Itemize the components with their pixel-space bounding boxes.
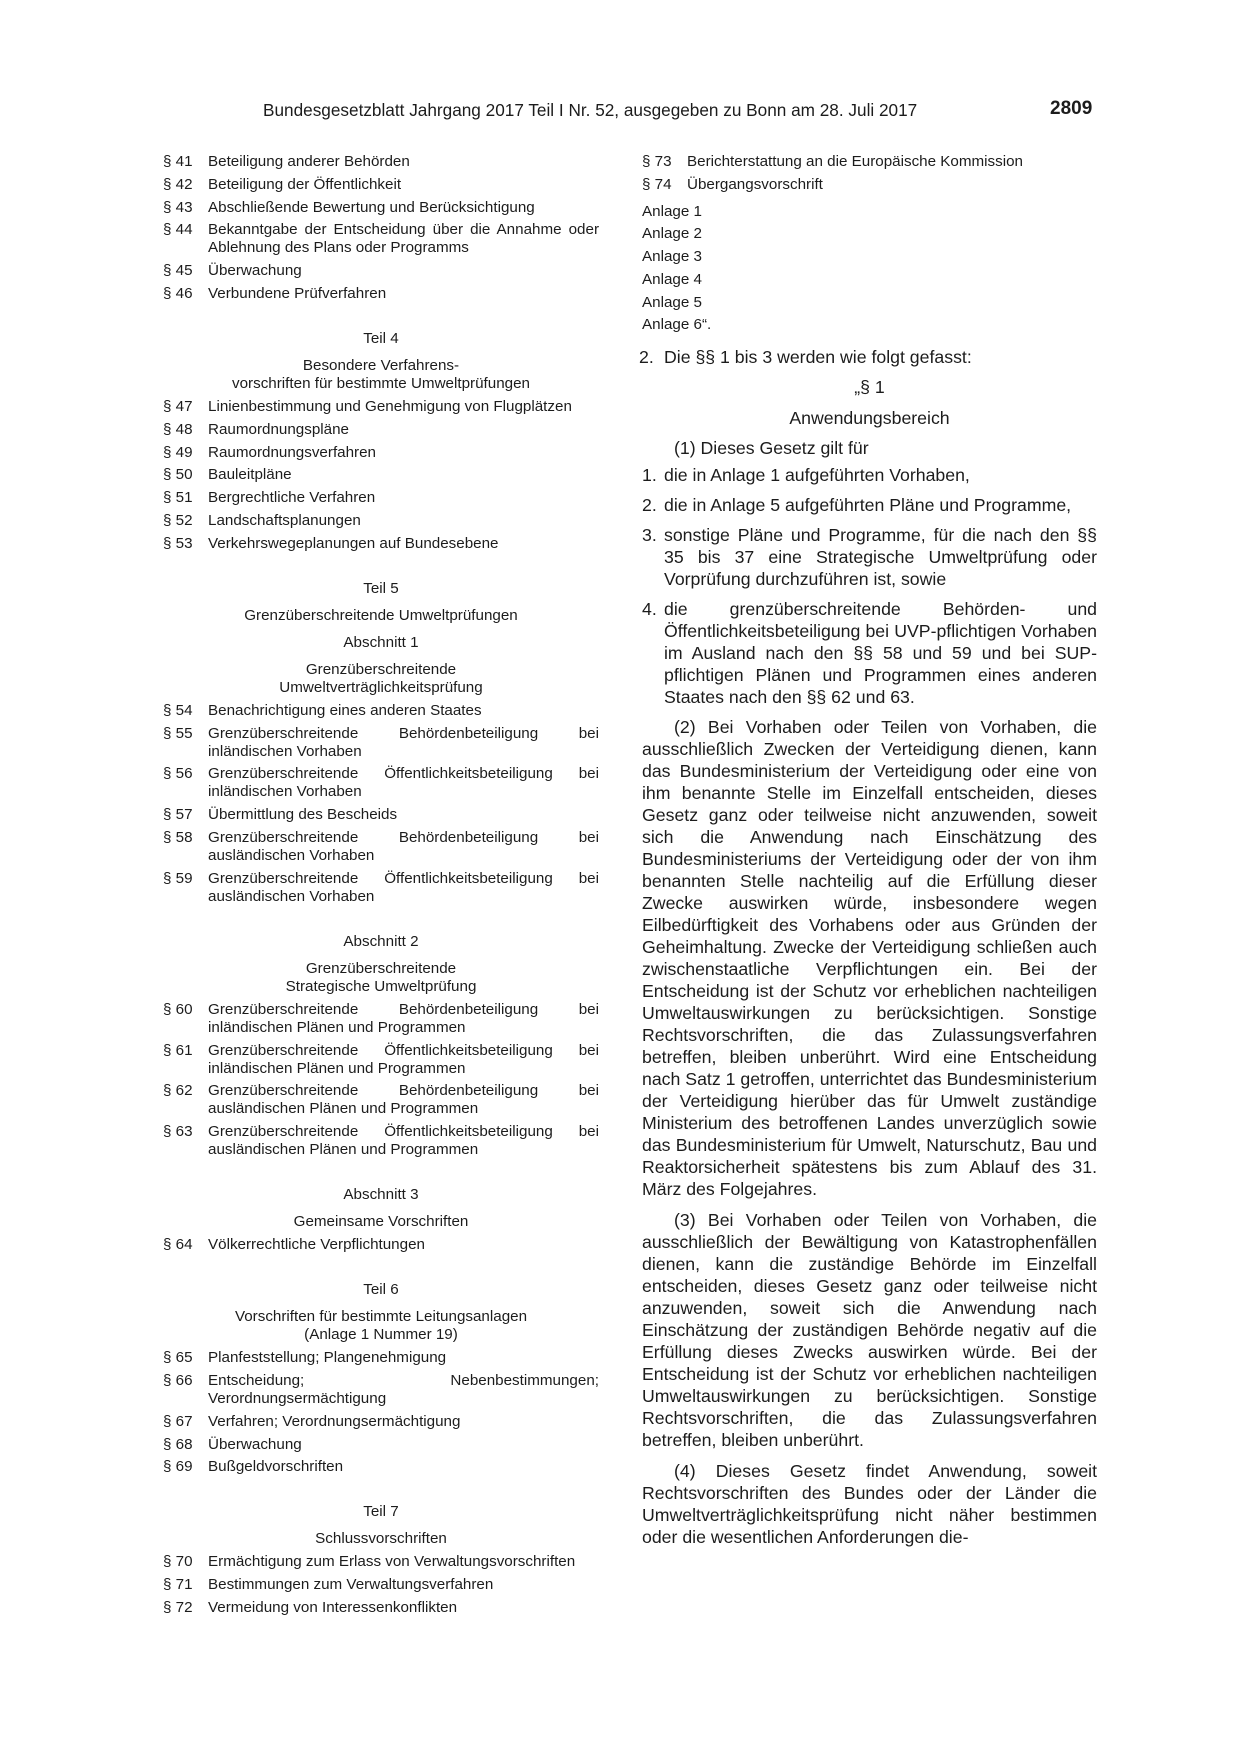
toc-entry <box>163 870 599 906</box>
heading-teil-6-title-line-1: Vorschriften für bestimmte Leitungsanlagen <box>234 1308 528 1326</box>
toc-entry <box>163 1436 599 1454</box>
toc-entry <box>163 829 599 865</box>
toc-entry <box>163 285 599 303</box>
toc-entry-title: Übermittlung des Bescheids <box>208 806 398 824</box>
toc-entry-number: § 56 <box>163 765 193 783</box>
toc-entry-number: § 41 <box>163 153 193 170</box>
section-mark: „§ 1 <box>854 377 885 398</box>
section-title: Anwendungsbereich <box>789 408 950 429</box>
amendment-item-number: 2. <box>639 347 654 368</box>
toc-entry-number: § 51 <box>163 489 193 507</box>
toc-entry-number: § 63 <box>163 1123 193 1141</box>
toc-entry-number: § 72 <box>163 1598 193 1616</box>
heading-abschnitt-2-title-line-1: Grenzüberschreitende <box>305 959 457 977</box>
anlage-entry: Anlage 1 <box>642 202 702 220</box>
toc-entry <box>163 1372 599 1408</box>
heading-teil-4: Teil 4 <box>363 329 399 347</box>
toc-entry <box>163 1349 599 1367</box>
toc-entry-title: Planfeststellung; Plangenehmigung <box>208 1349 447 1367</box>
paragraph-4: (4) Dieses Gesetz findet Anwendung, soweit Rechtsvorschriften des Bundes oder der Länder die Umweltverträglichkeitsprüfung nicht näher bestimmen oder die wesentlichen Anforderungen die- <box>642 1461 1097 1548</box>
toc-entry <box>163 1599 599 1617</box>
heading-teil-4-title-line-2: vorschriften für bestimmte Umweltprüfungen <box>232 374 530 392</box>
toc-entry-title: Bußgeldvorschriften <box>208 1458 344 1476</box>
toc-entry <box>163 221 599 257</box>
toc-entry-title: Grenzüberschreitende Behördenbeteiligung bei inländischen Vorhaben <box>208 724 599 760</box>
toc-entry-number: § 57 <box>163 806 193 824</box>
toc-entry-title: Raumordnungsverfahren <box>208 443 377 461</box>
toc-entry-number: § 61 <box>163 1041 193 1059</box>
heading-abschnitt-1-title-line-1: Grenzüberschreitende <box>305 660 457 678</box>
scope-list-item <box>642 494 1097 516</box>
amendment-item-text: Die §§ 1 bis 3 werden wie folgt gefasst: <box>664 347 972 368</box>
toc-entry-title: Raumordnungspläne <box>208 420 350 438</box>
toc-entry-title: Überwachung <box>208 1435 302 1453</box>
toc-entry-title: Verbundene Prüfverfahren <box>208 284 387 302</box>
scope-list-text: die grenzüberschreitende Behörden- und Öffentlichkeitsbeteiligung bei UVP-pflichtigen Vorhaben im Ausland nach den §§ 58 und 59 und bei SUP-pflichtigen Plänen und Programmen eines anderen Staates nach den §§ 62 und 63. <box>664 599 1097 708</box>
toc-entry <box>163 702 599 720</box>
anlage-entry: Anlage 3 <box>642 248 702 266</box>
toc-entry-title: Bestimmungen zum Verwaltungsverfahren <box>208 1576 494 1594</box>
toc-entry-number: § 43 <box>163 198 193 216</box>
scope-list <box>642 464 1097 708</box>
toc-entry-title: Völkerrechtliche Verpflichtungen <box>208 1236 425 1254</box>
anlagen-list <box>642 203 1097 334</box>
toc-entry-number: § 74 <box>642 175 672 193</box>
scope-list-number: 3. <box>642 525 657 546</box>
heading-abschnitt-1-title-line-2: Umweltverträglichkeitsprüfung <box>279 678 483 696</box>
scope-list-number: 1. <box>642 465 657 486</box>
toc-entry-number: § 71 <box>163 1576 193 1594</box>
toc-entry-number: § 53 <box>163 534 193 552</box>
heading-teil-6: Teil 6 <box>363 1281 399 1299</box>
toc-group-g <box>163 1553 599 1617</box>
toc-entry <box>163 153 599 171</box>
toc-group-b <box>163 398 599 553</box>
toc-entry-title: Grenzüberschreitende Öffentlichkeitsbeteiligung bei ausländischen Plänen und Programmen <box>208 1123 599 1159</box>
toc-entry-number: § 49 <box>163 443 193 461</box>
toc-entry-number: § 62 <box>163 1082 193 1100</box>
toc-entry <box>163 1458 599 1476</box>
toc-entry-title: Beteiligung der Öffentlichkeit <box>208 175 402 193</box>
toc-entry <box>163 1001 599 1037</box>
toc-entry-number: § 54 <box>163 701 193 719</box>
toc-entry-number: § 66 <box>163 1371 193 1389</box>
gazette-title: Bundesgesetzblatt Jahrgang 2017 Teil I Nr. 52, ausgegeben zu Bonn am 28. Juli 2017 <box>263 100 918 120</box>
toc-entry <box>163 1042 599 1078</box>
toc-group-e <box>163 1236 599 1254</box>
toc-group-d <box>163 1001 599 1159</box>
toc-entry-number: § 42 <box>163 175 193 193</box>
scope-list-text: die in Anlage 1 aufgeführten Vorhaben, <box>664 465 970 486</box>
toc-entry-title: Grenzüberschreitende Behördenbeteiligung bei ausländischen Plänen und Programmen <box>208 1082 599 1118</box>
scope-list-text: die in Anlage 5 aufgeführten Pläne und Programme, <box>664 495 1072 516</box>
toc-entry-title: Vermeidung von Interessenkonflikten <box>208 1598 458 1616</box>
scope-list-text: sonstige Pläne und Programme, für die nach den §§ 35 bis 37 eine Strategische Umweltprüfung oder Vorprüfung durchzuführen ist, sowie <box>664 525 1097 590</box>
toc-entry-title: Landschaftsplanungen <box>208 511 361 529</box>
heading-abschnitt-2: Abschnitt 2 <box>343 932 419 950</box>
toc-entry-title: Abschließende Bewertung und Berücksichtigung <box>208 198 535 216</box>
paragraph-2: (2) Bei Vorhaben oder Teilen von Vorhaben, die ausschließlich Zwecken der Verteidigung dienen, kann das Bundesministerium der Verteidigung oder eine von ihm benannte Stelle im Einzelfall entscheiden, dieses Gesetz ganz oder teilweise nicht anzuwenden, soweit sich die Anwendung nach Einschätzung des Bundesministeriums der Verteidigung oder der von ihm benannten Stelle nachteilig auf die Erfüllung dieser Zwecke auswirken würde, insbesondere wegen Eilbedürftigkeit des Vorhabens oder aus Gründen der Geheimhaltung. Zwecke der Verteidigung schließen auch zwischenstaatliche Verpflichtungen ein. Bei der Entscheidung ist der Schutz vor erheblichen nachteiligen Umweltauswirkungen zu berücksichtigen. Sonstige Rechtsvorschriften, die das Zulassungsverfahren betreffen, bleiben unberührt. Wird eine Entscheidung nach Satz 1 getroffen, unterrichtet das Bundesministerium der Verteidigung hierüber das für Umwelt zuständige Ministerium des betroffenen Landes unverzüglich sowie das Bundesministerium für Umwelt, Naturschutz, Bau und Reaktorsicherheit spätestens bis zum Ablauf des 31. März des Folgejahres. <box>642 717 1097 1200</box>
anlage-entry: Anlage 6“. <box>642 316 712 334</box>
right-column <box>639 153 1097 1548</box>
toc-group-h <box>642 153 1097 194</box>
toc-entry-number: § 69 <box>163 1458 193 1476</box>
toc-entry <box>163 806 599 824</box>
toc-entry <box>163 1553 599 1571</box>
heading-teil-6-title-line-2: (Anlage 1 Nummer 19) <box>304 1326 458 1344</box>
toc-entry-title: Grenzüberschreitende Öffentlichkeitsbeteiligung bei inländischen Plänen und Programmen <box>208 1041 599 1077</box>
paragraph-1-intro: (1) Dieses Gesetz gilt für <box>674 438 869 459</box>
scope-list-item <box>642 524 1097 590</box>
toc-entry-number: § 65 <box>163 1349 193 1367</box>
heading-teil-7: Teil 7 <box>363 1503 399 1521</box>
toc-entry-title: Grenzüberschreitende Öffentlichkeitsbeteiligung bei inländischen Vorhaben <box>208 765 599 801</box>
toc-entry <box>163 199 599 217</box>
toc-entry <box>163 512 599 530</box>
toc-entry-number: § 52 <box>163 511 193 529</box>
toc-entry <box>163 535 599 553</box>
toc-entry <box>163 1413 599 1431</box>
toc-entry-number: § 67 <box>163 1412 193 1430</box>
toc-entry <box>163 1082 599 1118</box>
toc-entry-number: § 50 <box>163 466 193 484</box>
toc-entry <box>163 176 599 194</box>
toc-entry-title: Grenzüberschreitende Öffentlichkeitsbeteiligung bei ausländischen Vorhaben <box>208 869 599 905</box>
toc-entry <box>163 262 599 280</box>
toc-entry <box>163 398 599 416</box>
toc-entry-number: § 60 <box>163 1000 193 1018</box>
toc-entry-number: § 55 <box>163 724 193 742</box>
heading-teil-5: Teil 5 <box>363 579 399 597</box>
toc-entry <box>163 466 599 484</box>
toc-entry-title: Beteiligung anderer Behörden <box>208 153 410 170</box>
page-number: 2809 <box>1050 98 1093 119</box>
toc-entry-title: Entscheidung; Nebenbestimmungen; Verordnungsermächtigung <box>208 1371 599 1407</box>
toc-entry-title: Bergrechtliche Verfahren <box>208 489 376 507</box>
heading-abschnitt-3: Abschnitt 3 <box>343 1186 419 1204</box>
toc-entry-title: Verkehrswegeplanungen auf Bundesebene <box>208 534 499 552</box>
toc-entry <box>163 444 599 462</box>
toc-entry-number: § 64 <box>163 1236 193 1254</box>
heading-abschnitt-1: Abschnitt 1 <box>343 633 419 651</box>
scope-list-item <box>642 598 1097 708</box>
heading-abschnitt-2-title-line-2: Strategische Umweltprüfung <box>285 977 477 995</box>
toc-entry-number: § 46 <box>163 284 193 302</box>
toc-entry <box>163 1236 599 1254</box>
toc-entry-title: Übergangsvorschrift <box>687 175 823 193</box>
toc-entry <box>163 725 599 761</box>
toc-entry <box>163 421 599 439</box>
page-header <box>0 100 1241 124</box>
heading-teil-7-title: Schlussvorschriften <box>315 1530 447 1548</box>
anlage-entry: Anlage 4 <box>642 270 702 288</box>
toc-entry-number: § 48 <box>163 420 193 438</box>
toc-entry-title: Grenzüberschreitende Behördenbeteiligung bei ausländischen Vorhaben <box>208 828 599 864</box>
heading-teil-4-title-line-1: Besondere Verfahrens- <box>302 356 460 374</box>
toc-entry-number: § 70 <box>163 1553 193 1571</box>
left-column <box>163 153 599 1622</box>
toc-group-f <box>163 1349 599 1476</box>
heading-abschnitt-3-title: Gemeinsame Vorschriften <box>293 1213 469 1231</box>
toc-entry-number: § 59 <box>163 869 193 887</box>
toc-entry-title: Bekanntgabe der Entscheidung über die Annahme oder Ablehnung des Plans oder Programms <box>208 221 599 257</box>
toc-entry-number: § 47 <box>163 397 193 415</box>
paragraph-3: (3) Bei Vorhaben oder Teilen von Vorhaben, die ausschließlich der Bewältigung von Katastrophenfällen dienen, kann die zuständige Behörde im Einzelfall entscheiden, dieses Gesetz ganz oder teilweise nicht anzuwenden, soweit sich die Anwendung nach Einschätzung der zuständigen Behörde negativ auf die Erfüllung dieses Zwecks auswirken würde. Bei der Entscheidung ist der Schutz vor erheblichen nachteiligen Umweltauswirkungen zu berücksichtigen. Sonstige Rechtsvorschriften, die das Zulassungsverfahren betreffen, bleiben unberührt. <box>642 1210 1097 1451</box>
toc-entry <box>163 489 599 507</box>
toc-entry <box>163 1576 599 1594</box>
toc-entry-title: Benachrichtigung eines anderen Staates <box>208 701 482 719</box>
amendment-item-2 <box>639 346 1097 368</box>
toc-entry-title: Ermächtigung zum Erlass von Verwaltungsvorschriften <box>208 1553 576 1571</box>
anlage-entry: Anlage 2 <box>642 225 702 243</box>
toc-entry-title: Überwachung <box>208 262 302 280</box>
toc-entry-number: § 73 <box>642 153 672 170</box>
anlage-entry: Anlage 5 <box>642 293 702 311</box>
toc-entry <box>163 1123 599 1159</box>
toc-group-a <box>163 153 599 303</box>
scope-list-number: 2. <box>642 495 657 516</box>
toc-entry-title: Berichterstattung an die Europäische Kommission <box>687 153 1023 170</box>
heading-teil-5-title: Grenzüberschreitende Umweltprüfungen <box>244 606 518 624</box>
toc-entry-title: Bauleitpläne <box>208 466 292 484</box>
toc-entry <box>642 176 1097 194</box>
toc-group-c <box>163 702 599 906</box>
toc-entry-title: Linienbestimmung und Genehmigung von Flugplätzen <box>208 397 572 415</box>
toc-entry-number: § 45 <box>163 262 193 280</box>
toc-entry <box>163 765 599 801</box>
toc-entry-number: § 58 <box>163 828 193 846</box>
toc-entry-title: Verfahren; Verordnungsermächtigung <box>208 1412 461 1430</box>
toc-entry-number: § 44 <box>163 221 193 239</box>
scope-list-number: 4. <box>642 599 657 620</box>
toc-entry-title: Grenzüberschreitende Behördenbeteiligung bei inländischen Plänen und Programmen <box>208 1000 599 1036</box>
scope-list-item <box>642 464 1097 486</box>
toc-entry-number: § 68 <box>163 1435 193 1453</box>
toc-entry <box>642 153 1097 171</box>
